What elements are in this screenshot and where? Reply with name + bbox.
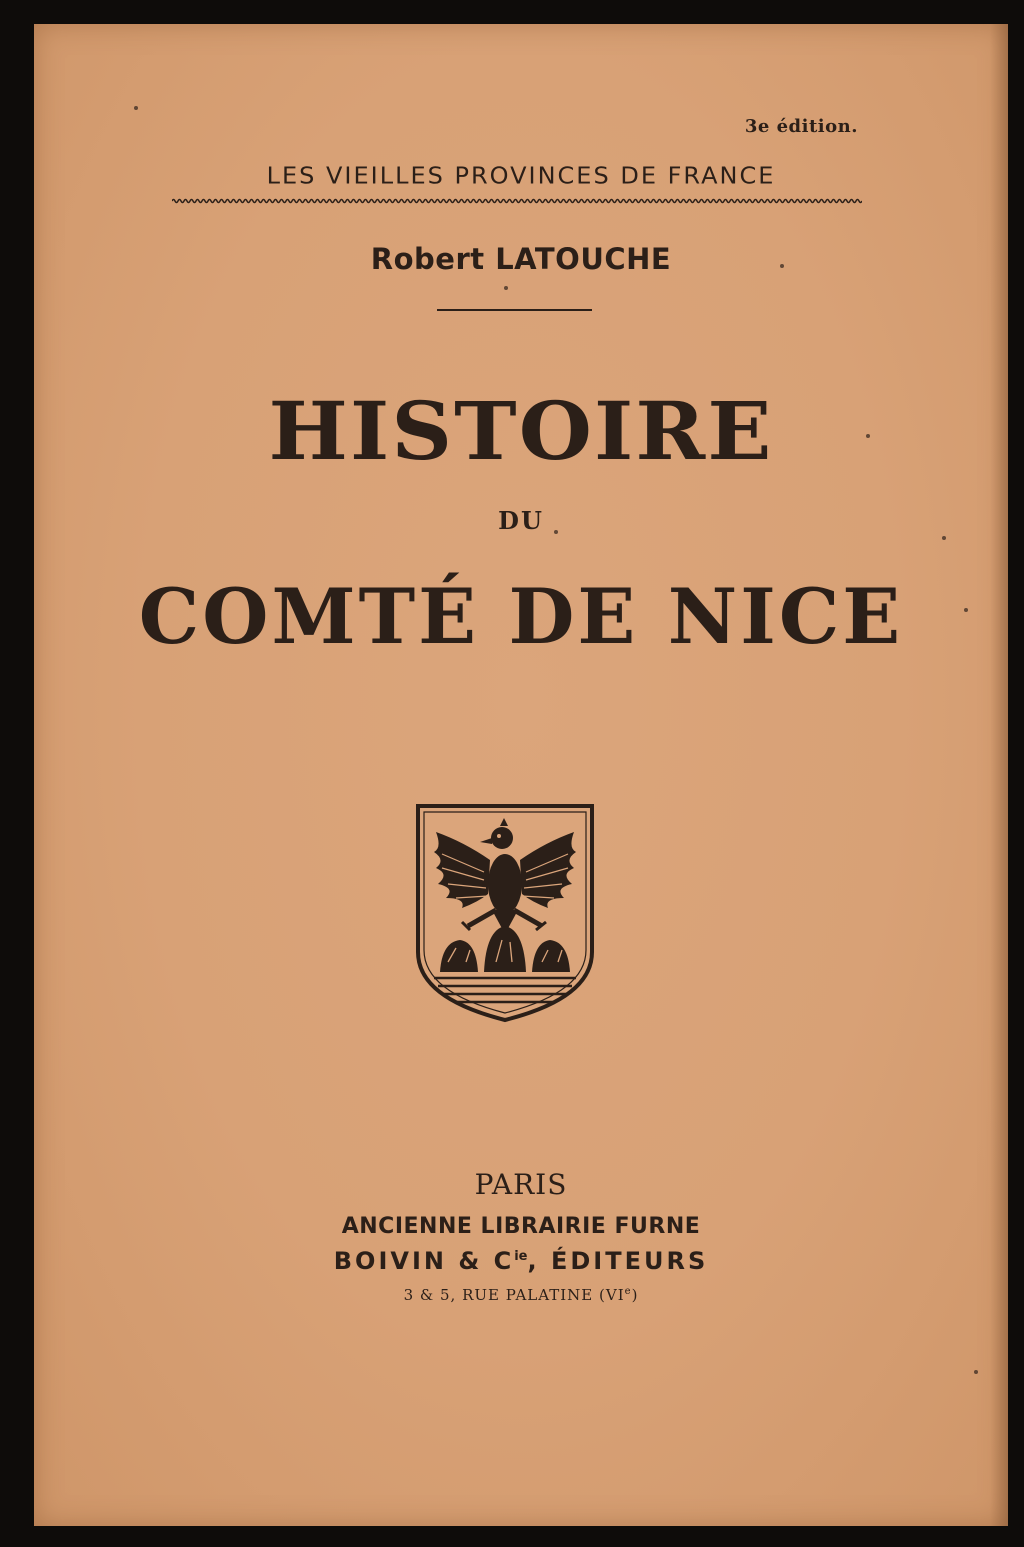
editor-line [34, 1247, 1008, 1275]
editor-suffix: , ÉDITEURS [527, 1247, 709, 1275]
author-name: Robert LATOUCHE [370, 242, 672, 276]
editor-name: BOIVIN & C [333, 1247, 515, 1275]
paper-speck [942, 536, 946, 540]
address-superscript: e [624, 1286, 632, 1297]
divider-rule [437, 309, 592, 311]
paper-speck [504, 286, 508, 290]
editor-superscript: ie [514, 1249, 528, 1264]
paper-speck [134, 106, 138, 110]
paper-speck [866, 434, 870, 438]
series-title: LES VIEILLES PROVINCES DE FRANCE [266, 162, 776, 190]
address-end: ) [631, 1286, 639, 1304]
paper-speck [554, 530, 558, 534]
imprint-city: PARIS [474, 1168, 568, 1201]
wavy-divider [172, 196, 862, 206]
coat-of-arms-eagle-icon [412, 802, 598, 1024]
book-cover [34, 24, 1008, 1526]
book-subtitle: COMTÉ DE NICE [138, 572, 904, 661]
paper-speck [974, 1370, 978, 1374]
paper-speck [780, 264, 784, 268]
publisher-name: ANCIENNE LIBRAIRIE FURNE [341, 1214, 701, 1239]
address-text: 3 & 5, RUE PALATINE (VI [403, 1286, 625, 1304]
paper-speck [964, 608, 968, 612]
publisher-address [34, 1286, 1008, 1304]
edition-label: 3e édition. [744, 116, 858, 137]
title-connector: DU [498, 506, 544, 535]
book-title: HISTOIRE [268, 384, 774, 478]
